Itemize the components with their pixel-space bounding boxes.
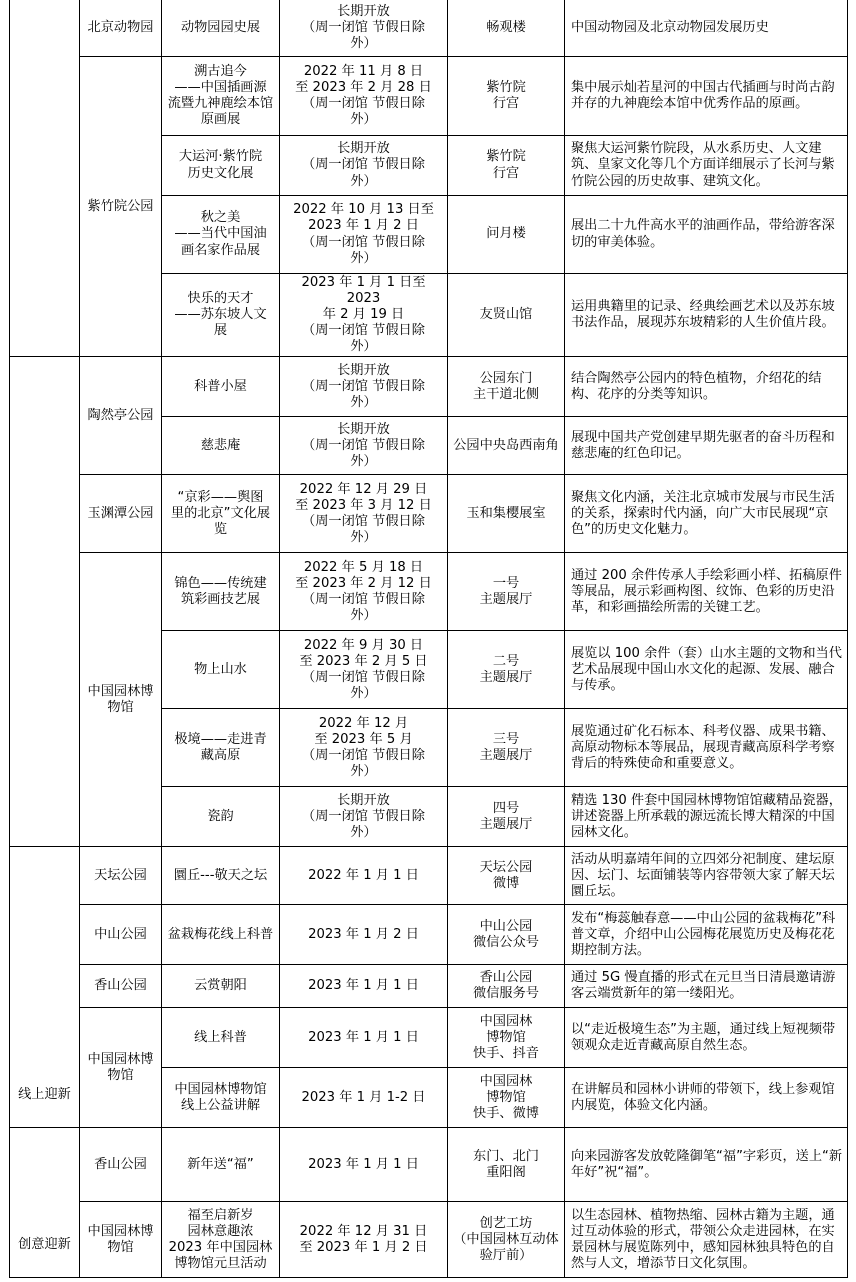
event-name-cell: 物上山水 [162, 631, 280, 709]
table-row [10, 475, 848, 553]
event-name-cell: 锦色——传统建 筑彩画技艺展 [162, 553, 280, 631]
event-time-cell: 2023 年 1 月 1-2 日 [280, 1068, 448, 1128]
event-description-cell: 以“走近极境生态”为主题，通过线上短视频带领观众走近青藏高原自然生态。 [565, 1008, 848, 1068]
park-cell: 中国园林博 物馆 [80, 553, 162, 847]
event-description-cell: 运用典籍里的记录、经典绘画艺术以及苏东坡书法作品，展现苏东坡精彩的人生价值片段。 [565, 274, 848, 357]
park-cell: 香山公园 [80, 1128, 162, 1202]
event-name-cell: 慈悲庵 [162, 417, 280, 475]
event-name-cell: 溯古追今 ——中国插画源 流暨九神鹿绘本馆 原画展 [162, 57, 280, 136]
table-row [10, 0, 848, 57]
event-time-cell: 2023 年 1 月 1 日 [280, 1008, 448, 1068]
park-cell: 香山公园 [80, 965, 162, 1008]
category-cell [10, 357, 80, 847]
event-location-cell: 问月楼 [448, 196, 565, 274]
event-description-cell: 通过 200 余件传承人手绘彩画小样、拓稿原件等展品，展示彩画构图、纹饰、色彩的历史沿革，和彩画描绘所需的关键工艺。 [565, 553, 848, 631]
table-row [10, 57, 848, 136]
event-name-cell: 圜丘---敬天之坛 [162, 847, 280, 905]
event-name-cell: 福至启新岁 园林意趣浓 2023 年中国园林 博物馆元旦活动 [162, 1202, 280, 1278]
category-cell: 线上迎新 [10, 847, 80, 1128]
event-time-cell: 长期开放 （周一闭馆 节假日除 外） [280, 136, 448, 196]
event-location-cell: 公园中央岛西南角 [448, 417, 565, 475]
event-name-cell: 云赏朝阳 [162, 965, 280, 1008]
event-name-cell: 快乐的天才 ——苏东坡人文 展 [162, 274, 280, 357]
event-location-cell: 中国园林 博物馆 快手、抖音 [448, 1008, 565, 1068]
event-name-cell: “京彩——舆图 里的北京”文化展 览 [162, 475, 280, 553]
event-description-cell: 以生态园林、植物热缩、园林古籍为主题，通过互动体验的形式，带领公众走进园林，在实景园林与展览陈列中，感知园林独具特色的自然与人文，增添节日文化氛围。 [565, 1202, 848, 1278]
event-name-cell: 秋之美 ——当代中国油 画名家作品展 [162, 196, 280, 274]
park-cell: 中国园林博 物馆 [80, 1202, 162, 1278]
table-row [10, 357, 848, 417]
event-time-cell: 2022 年 5 月 18 日 至 2023 年 2 月 12 日 （周一闭馆 节假日除 外） [280, 553, 448, 631]
table-row [10, 553, 848, 631]
event-name-cell: 极境——走进青 藏高原 [162, 709, 280, 787]
event-time-cell: 2022 年 12 月 31 日 至 2023 年 1 月 2 日 [280, 1202, 448, 1278]
event-time-cell: 2023 年 1 月 1 日 [280, 1128, 448, 1202]
event-description-cell: 精选 130 件套中国园林博物馆馆藏精品瓷器，讲述瓷器上所承载的源远流长博大精深的中国园林文化。 [565, 787, 848, 847]
event-description-cell: 展览以 100 余件（套）山水主题的文物和当代艺术品展现中国山水文化的起源、发展、融合与传承。 [565, 631, 848, 709]
event-location-cell: 创艺工坊 （中国园林互动体 验厅前） [448, 1202, 565, 1278]
table-row [10, 905, 848, 965]
events-table-body [10, 0, 848, 1278]
park-cell: 玉渊潭公园 [80, 475, 162, 553]
event-description-cell: 展现中国共产党创建早期先驱者的奋斗历程和慈悲庵的红色印记。 [565, 417, 848, 475]
event-location-cell: 三号 主题展厅 [448, 709, 565, 787]
event-time-cell: 2022 年 10 月 13 日至 2023 年 1 月 2 日 （周一闭馆 节假日除 外） [280, 196, 448, 274]
event-location-cell: 香山公园 微信服务号 [448, 965, 565, 1008]
event-time-cell: 2022 年 9 月 30 日 至 2023 年 2 月 5 日 （周一闭馆 节假日除 外） [280, 631, 448, 709]
event-description-cell: 发布“梅蕊触春意——中山公园的盆栽梅花”科普文章，介绍中山公园梅花展览历史及梅花花期控制方法。 [565, 905, 848, 965]
park-cell: 中山公园 [80, 905, 162, 965]
event-location-cell: 一号 主题展厅 [448, 553, 565, 631]
event-description-cell: 向来园游客发放乾隆御笔“福”字彩页，送上“新年好”祝“福”。 [565, 1128, 848, 1202]
park-cell: 天坛公园 [80, 847, 162, 905]
event-location-cell: 公园东门 主干道北侧 [448, 357, 565, 417]
table-row [10, 1202, 848, 1278]
table-row [10, 1008, 848, 1068]
event-location-cell: 玉和集樱展室 [448, 475, 565, 553]
event-description-cell: 结合陶然亭公园内的特色植物，介绍花的结构、花序的分类等知识。 [565, 357, 848, 417]
event-time-cell: 2022 年 12 月 至 2023 年 5 月 （周一闭馆 节假日除 外） [280, 709, 448, 787]
event-time-cell: 长期开放 （周一闭馆 节假日除 外） [280, 417, 448, 475]
event-location-cell: 中山公园 微信公众号 [448, 905, 565, 965]
event-location-cell: 畅观楼 [448, 0, 565, 57]
event-description-cell: 中国动物园及北京动物园发展历史 [565, 0, 848, 57]
event-description-cell: 展览通过矿化石标本、科考仪器、成果书籍、高原动物标本等展品，展现青藏高原科学考察背后的特殊使命和重要意义。 [565, 709, 848, 787]
event-name-cell: 科普小屋 [162, 357, 280, 417]
event-description-cell: 通过 5G 慢直播的形式在元旦当日清晨邀请游客云端赏新年的第一缕阳光。 [565, 965, 848, 1008]
event-description-cell: 聚焦文化内涵，关注北京城市发展与市民生活的关系，探索时代内涵，向广大市民展现“京色”的历史文化魅力。 [565, 475, 848, 553]
event-description-cell: 集中展示灿若星河的中国古代插画与时尚古韵并存的九神鹿绘本馆中优秀作品的原画。 [565, 57, 848, 136]
category-cell [10, 0, 80, 357]
table-row [10, 1128, 848, 1202]
park-cell: 中国园林博 物馆 [80, 1008, 162, 1128]
event-description-cell: 在讲解员和园林小讲师的带领下，线上参观馆内展览，体验文化内涵。 [565, 1068, 848, 1128]
event-time-cell: 2023 年 1 月 1 日 [280, 965, 448, 1008]
event-location-cell: 天坛公园 微博 [448, 847, 565, 905]
event-name-cell: 盆栽梅花线上科普 [162, 905, 280, 965]
event-description-cell: 聚焦大运河紫竹院段，从水系历史、人文建筑、皇家文化等几个方面详细展示了长河与紫竹院公园的历史故事、建筑文化。 [565, 136, 848, 196]
event-time-cell: 2023 年 1 月 1 日至 2023 年 2 月 19 日 （周一闭馆 节假日除 外） [280, 274, 448, 357]
event-name-cell: 中国园林博物馆 线上公益讲解 [162, 1068, 280, 1128]
event-name-cell: 线上科普 [162, 1008, 280, 1068]
events-table [9, 0, 848, 1278]
table-row [10, 965, 848, 1008]
event-location-cell: 紫竹院 行宫 [448, 136, 565, 196]
event-time-cell: 长期开放 （周一闭馆 节假日除 外） [280, 0, 448, 57]
event-description-cell: 活动从明嘉靖年间的立四郊分祀制度、建坛原因、坛门、坛面铺装等内容带领大家了解天坛圜丘坛。 [565, 847, 848, 905]
event-name-cell: 瓷韵 [162, 787, 280, 847]
event-location-cell: 友贤山馆 [448, 274, 565, 357]
event-name-cell: 大运河·紫竹院 历史文化展 [162, 136, 280, 196]
event-time-cell: 2022 年 1 月 1 日 [280, 847, 448, 905]
event-location-cell: 二号 主题展厅 [448, 631, 565, 709]
park-cell: 北京动物园 [80, 0, 162, 57]
event-name-cell: 新年送“福” [162, 1128, 280, 1202]
event-time-cell: 长期开放 （周一闭馆 节假日除 外） [280, 357, 448, 417]
event-location-cell: 东门、北门 重阳阁 [448, 1128, 565, 1202]
event-description-cell: 展出二十九件高水平的油画作品，带给游客深切的审美体验。 [565, 196, 848, 274]
event-name-cell: 动物园园史展 [162, 0, 280, 57]
table-row [10, 847, 848, 905]
event-time-cell: 2022 年 12 月 29 日 至 2023 年 3 月 12 日 （周一闭馆 节假日除 外） [280, 475, 448, 553]
event-time-cell: 2023 年 1 月 2 日 [280, 905, 448, 965]
event-time-cell: 长期开放 （周一闭馆 节假日除 外） [280, 787, 448, 847]
document-page [9, 0, 847, 1273]
event-location-cell: 四号 主题展厅 [448, 787, 565, 847]
park-cell: 陶然亭公园 [80, 357, 162, 475]
park-cell: 紫竹院公园 [80, 57, 162, 357]
event-location-cell: 紫竹院 行宫 [448, 57, 565, 136]
event-time-cell: 2022 年 11 月 8 日 至 2023 年 2 月 28 日 （周一闭馆 节假日除 外） [280, 57, 448, 136]
category-cell: 创意迎新 [10, 1128, 80, 1278]
event-location-cell: 中国园林 博物馆 快手、微博 [448, 1068, 565, 1128]
